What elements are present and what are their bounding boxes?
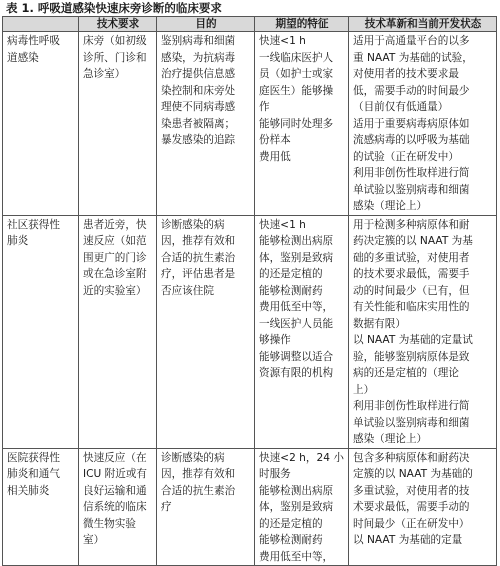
header-infection-type [3, 17, 79, 32]
cell-text-line: 速反应（如范 [83, 235, 147, 247]
cell-text-line: 社区获得性 [7, 218, 60, 231]
cell-text-line: 因，推荐有效和 [161, 468, 236, 480]
purpose-cell [157, 215, 255, 448]
cell-text-line: 验，能够鉴别病原体是致 [353, 350, 470, 363]
cell-text-line: 础的多重试验，对使用者 [353, 251, 470, 264]
cell-text-line: 肺炎和通气 [7, 468, 60, 480]
cell-text-line: 上） [353, 383, 375, 396]
cell-text-line: 室） [83, 534, 105, 546]
cell-text-line: 快速<1 h [259, 218, 306, 231]
cell-text-line: 良好运输和通 [83, 484, 147, 497]
cell-text-line: ICU 附近或有 [83, 468, 148, 480]
header-desired-features: 期望的特征 [255, 17, 349, 32]
cell-text-line: 病毒性呼吸 [7, 35, 60, 47]
cell-text-line: 微生物实验 [83, 517, 136, 530]
cell-text-line: 染控制和床旁处 [161, 84, 236, 97]
innovation-status-cell [349, 32, 497, 216]
cell-text-line: 快速<2 h，24 小 [259, 451, 344, 464]
desired-features-cell [255, 448, 349, 566]
innovation-status-cell [349, 215, 497, 448]
clinical-requirements-table [2, 16, 497, 566]
cell-text-line: 对使用者的技术要求最 [353, 68, 459, 80]
cell-text-line: 围更广的门诊 [83, 251, 147, 264]
purpose-cell [157, 32, 255, 216]
cell-text-line: 单试验以鉴别病毒和细菌 [353, 416, 470, 429]
cell-text-line: 体，鉴别是致病 [259, 501, 334, 513]
cell-text-line: （目前仅有低通量） [353, 101, 449, 113]
cell-text-line: 诊断感染的病 [161, 451, 225, 464]
cell-text-line: 时间最少（正在研发中） [353, 517, 470, 530]
cell-text-line: 庭医生）能够操 [259, 84, 334, 97]
cell-text-line: 染患者被隔离； [161, 117, 236, 130]
cell-text-line: 以 NAAT 为基础的定量试 [353, 334, 473, 346]
cell-text-line: 能够检测出病原 [259, 484, 334, 497]
cell-text-line: 的技术要求最低，需要手 [353, 268, 470, 280]
cell-text-line: 否应该住院 [161, 284, 214, 297]
cell-text-line: 费用低 [259, 150, 291, 163]
cell-text-line: 感染，为抗病毒 [161, 51, 236, 64]
cell-text-line: 近的实验室） [83, 284, 147, 297]
cell-text-line: 药决定簇的以 NAAT 为基 [353, 235, 473, 247]
cell-text-line: 床旁（如初级 [83, 35, 147, 47]
cell-text-line: 信系统的临床 [83, 501, 147, 513]
cell-text-line: 鉴别病毒和细菌 [161, 35, 236, 47]
cell-text-line: 患者近旁，快 [83, 218, 147, 231]
desired-features-cell [255, 32, 349, 216]
cell-text-line: 能够调整以适合 [259, 350, 334, 363]
cell-text-line: 暴发感染的追踪 [161, 134, 236, 146]
innovation-status-cell [349, 448, 497, 566]
cell-text-line: 重 NAAT 为基础的试验， [353, 51, 473, 64]
cell-text-line: 作 [259, 101, 270, 113]
cell-text-line: 利用非创伤性取样进行简 [353, 167, 470, 179]
cell-text-line: 疗 [161, 501, 172, 513]
cell-text-line: 的还是定植的 [259, 517, 323, 530]
cell-text-line: 多重试验，对使用者的技 [353, 484, 470, 497]
cell-text-line: 够操作 [259, 334, 291, 346]
cell-text-line: 费用低至中等， [259, 550, 334, 563]
header-technical-requirements: 技术要求 [79, 17, 157, 32]
cell-text-line: 或在急诊室附 [83, 268, 147, 280]
cell-text-line: 适用于重要病毒病原体如 [353, 117, 470, 130]
infection-type-cell [3, 32, 79, 216]
cell-text-line: 流感病毒的以呼吸为基础 [353, 134, 470, 146]
cell-text-line: 快速<1 h [259, 35, 306, 47]
table-caption: 表 1. 呼吸道感染快速床旁诊断的临床要求 [6, 1, 222, 15]
cell-text-line: 医院获得性 [7, 451, 60, 464]
cell-text-line: 适用于高通量平台的以多 [353, 35, 470, 47]
desired-features-cell [255, 215, 349, 448]
cell-text-line: 包含多种病原体和耐药决 [353, 451, 470, 464]
cell-text-line: 一线临床医护人 [259, 51, 334, 64]
cell-text-line: 诊所、门诊和 [83, 51, 147, 64]
cell-text-line: 体，鉴别是致病 [259, 251, 334, 264]
infection-type-cell [3, 448, 79, 566]
table-row [3, 32, 497, 216]
cell-text-line: 用于检测多种病原体和耐 [353, 218, 470, 231]
cell-text-line: 的还是定植的 [259, 268, 323, 280]
cell-text-line: 能够同时处理多 [259, 117, 334, 130]
table-row [3, 448, 497, 566]
cell-text-line: 治疗提供信息感 [161, 68, 236, 80]
cell-text-line: 因，推荐有效和 [161, 235, 236, 247]
header-innovation-status: 技术革新和当前开发状态 [349, 17, 497, 32]
cell-text-line: 道感染 [7, 51, 39, 64]
cell-text-line: 感染（理论上） [353, 200, 428, 212]
cell-text-line: 急诊室） [83, 68, 126, 80]
cell-text-line: 一线医护人员能 [259, 317, 334, 330]
cell-text-line: 定簇的以 NAAT 为基础的 [353, 468, 473, 480]
cell-text-line: 低，需要手动的时间最少 [353, 84, 470, 97]
technical-requirements-cell [79, 448, 157, 566]
cell-text-line: 数据有限） [353, 317, 406, 330]
cell-text-line: 病的还是定植的（理论 [353, 367, 459, 379]
cell-text-line: 单试验以鉴别病毒和细菌 [353, 183, 470, 196]
table-header-row [3, 17, 497, 32]
cell-text-line: 术要求最低，需要手动的 [353, 501, 470, 513]
cell-text-line: 以 NAAT 为基础的定量 [353, 534, 463, 546]
cell-text-line: 资源有限的机构 [259, 367, 334, 379]
technical-requirements-cell [79, 32, 157, 216]
technical-requirements-cell [79, 215, 157, 448]
cell-text-line: 份样本 [259, 134, 291, 146]
table-row [3, 215, 497, 448]
cell-text-line: 合适的抗生素治 [161, 484, 236, 497]
cell-text-line: 员（如护士或家 [259, 68, 334, 80]
cell-text-line: 合适的抗生素治 [161, 251, 236, 264]
cell-text-line: 时服务 [259, 468, 291, 480]
cell-text-line: 诊断感染的病 [161, 218, 225, 231]
cell-text-line: 能够检测耐药 [259, 534, 323, 546]
cell-text-line: 的试验（正在研发中） [353, 150, 459, 163]
cell-text-line: 动的时间最少（已有，但 [353, 284, 470, 297]
cell-text-line: 能够检测耐药 [259, 284, 323, 297]
cell-text-line: 相关肺炎 [7, 484, 50, 497]
cell-text-line: 感染（理论上） [353, 433, 428, 445]
cell-text-line: 疗，评估患者是 [161, 268, 236, 280]
cell-text-line: 能够检测出病原 [259, 235, 334, 247]
infection-type-cell [3, 215, 79, 448]
cell-text-line: 理使不同病毒感 [161, 101, 236, 113]
cell-text-line: 肺炎 [7, 235, 29, 247]
purpose-cell [157, 448, 255, 566]
cell-text-line: 快速反应（在 [83, 451, 147, 464]
cell-text-line: 有关性能和临床实用性的 [353, 301, 470, 313]
cell-text-line: 费用低至中等， [259, 301, 334, 313]
header-purpose: 目的 [157, 17, 255, 32]
cell-text-line: 利用非创伤性取样进行简 [353, 400, 470, 412]
